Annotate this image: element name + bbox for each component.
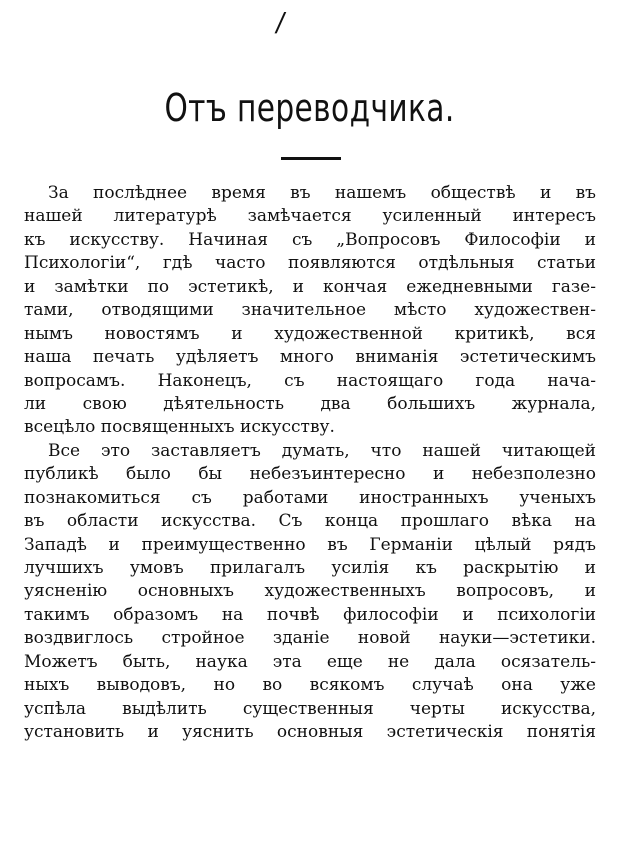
body-text: [24, 182, 596, 745]
text-line: ныхъ выводовъ, но во всякомъ случаѣ она уже: [24, 675, 596, 696]
text-line: Западѣ и преимущественно въ Германiи цѣлый рядъ: [24, 534, 596, 555]
text-line: всецѣло посвященныхъ искусству.: [24, 417, 335, 438]
text-line: къ искусству. Начиная съ „Вопросовъ Философiи и: [24, 229, 596, 250]
text-line: нашей литературѣ замѣчается усиленный интересъ: [24, 206, 596, 227]
text-line: нымъ новостямъ и художественной критикѣ, вся: [24, 323, 596, 344]
text-line: За послѣднее время въ нашемъ обществѣ и въ: [48, 183, 596, 203]
text-line: познакомиться съ работами иностранныхъ ученыхъ: [24, 487, 596, 508]
text-line: вопросамъ. Наконецъ, съ настоящаго года нача-: [24, 370, 596, 391]
text-line: публикѣ было бы небезъинтересно и небезполезно: [24, 464, 596, 485]
text-line: воздвиглось стройное зданiе новой науки—эстетики.: [24, 628, 596, 649]
page-title: Отъ переводчика.: [164, 86, 455, 130]
text-line: такимъ образомъ на почвѣ философiи и психологiи: [24, 604, 596, 625]
text-line: въ области искусства. Съ конца прошлаго вѣка на: [24, 511, 596, 532]
text-line: Можетъ быть, наука эта еще не дала осязатель-: [24, 651, 596, 672]
text-line: Все это заставляетъ думать, что нашей читающей: [48, 440, 596, 461]
page-mark: /: [273, 8, 287, 38]
text-line: наша печать удѣляетъ много вниманiя эстетическимъ: [24, 347, 596, 368]
text-line: и замѣтки по эстетикѣ, и кончая ежедневными газе-: [24, 276, 596, 297]
text-line: установить и уяснить основныя эстетическiя понятiя: [24, 722, 596, 743]
text-line: Психологiи“, гдѣ часто появляются отдѣльныя статьи: [24, 253, 596, 274]
text-line: ли свою дѣятельность два большихъ журнала,: [24, 393, 596, 414]
title-rule: [281, 157, 341, 160]
text-line: лучшихъ умовъ прилагалъ усилiя къ раскрытiю и: [24, 558, 596, 578]
text-line: тами, отводящими значительное мѣсто художествен-: [24, 300, 596, 321]
text-line: успѣла выдѣлить существенныя черты искусства,: [24, 698, 596, 719]
text-line: уясненiю основныхъ художественныхъ вопросовъ, и: [24, 581, 596, 602]
